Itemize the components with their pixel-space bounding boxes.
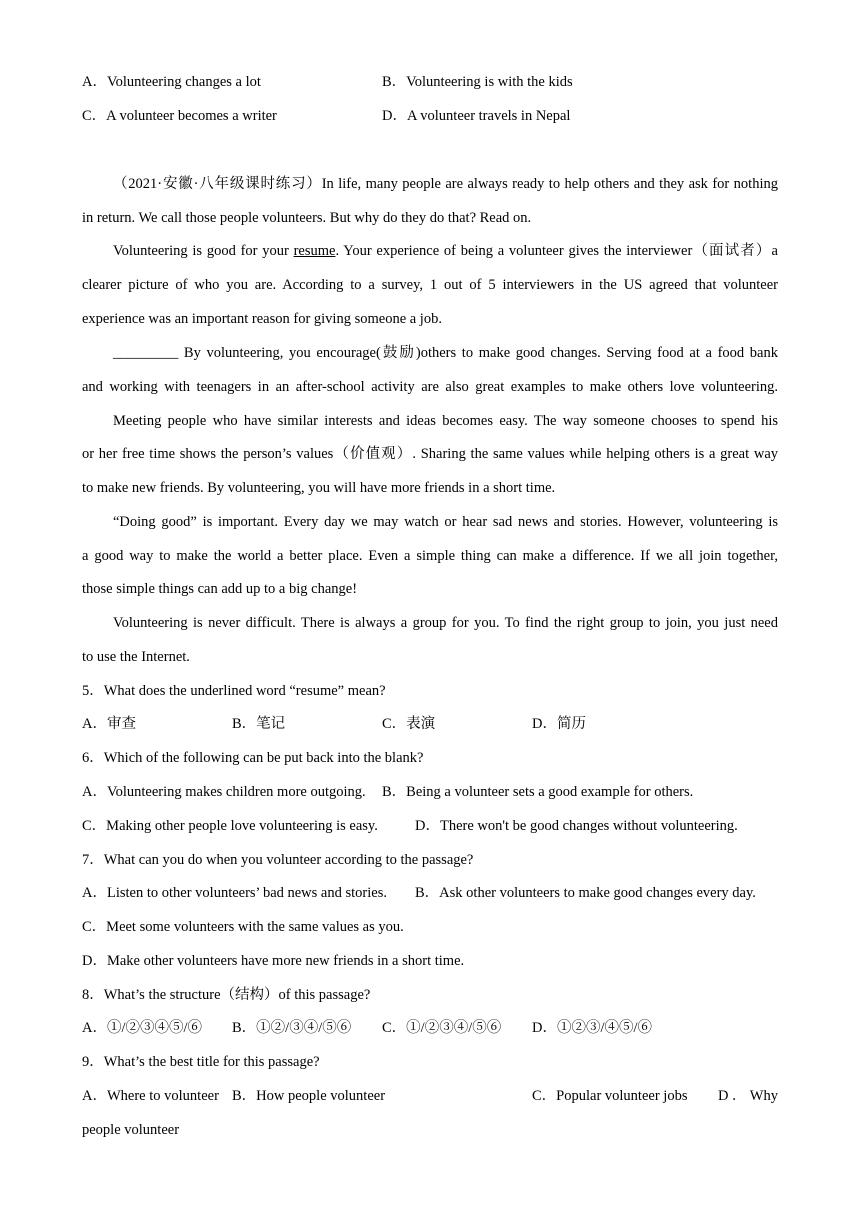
q8-option-a: A．①/②③④⑤/⑥ — [82, 1020, 203, 1036]
passage-line: those simple things can add up to a big change! — [82, 581, 358, 597]
q5-option-c: C．表演 — [382, 716, 436, 732]
q7-option-d: D．Make other volunteers have more new friends in a short time. — [82, 953, 465, 969]
q6-option-b: B．Being a volunteer sets a good example for others. — [382, 784, 694, 800]
q9-option-d-continued: people volunteer — [82, 1122, 180, 1138]
q4-option-d: D．A volunteer travels in Nepal — [382, 108, 571, 124]
passage-line: Volunteering is good for your resume. Your experience of being a volunteer gives the interviewer（面试者）a — [113, 243, 778, 259]
passage-line: in return. We call those people volunteers. But why do they do that? Read on. — [82, 210, 532, 226]
passage-line: experience was an important reason for giving someone a job. — [82, 311, 442, 327]
q9-option-a: A．Where to volunteer — [82, 1088, 219, 1104]
underlined-word-resume: resume — [293, 243, 336, 259]
q5-option-d: D．简历 — [532, 716, 586, 732]
passage-line: to use the Internet. — [82, 649, 190, 665]
q9-option-b: B．How people volunteer — [232, 1088, 386, 1104]
passage-line: “Doing good” is important. Every day we may watch or hear sad news and stories. However, volunteering is — [113, 514, 778, 530]
q4-option-a: A．Volunteering changes a lot — [82, 74, 261, 90]
q7-option-b: B．Ask other volunteers to make good changes every day. — [415, 885, 756, 901]
passage-line: and working with teenagers in an after-school activity are also great examples to make others love volunteering. — [82, 379, 778, 395]
question-8-stem: 8．What’s the structure（结构）of this passage? — [82, 987, 371, 1003]
q4-option-c: C．A volunteer becomes a writer — [82, 108, 277, 124]
q9-option-c: C．Popular volunteer jobs — [532, 1088, 688, 1104]
passage-line: Volunteering is never difficult. There is always a group for you. To find the right group to join, you just need — [113, 615, 778, 631]
passage-line: Meeting people who have similar interests and ideas becomes easy. The way someone chooses to spend his — [113, 413, 778, 429]
q5-option-b: B．笔记 — [232, 716, 286, 732]
passage-line: （2021·安徽·八年级课时练习）In life, many people are always ready to help others and they ask for nothing — [113, 176, 778, 192]
question-6-stem: 6．Which of the following can be put back into the blank? — [82, 750, 424, 766]
q6-option-a: A．Volunteering makes children more outgoing. — [82, 784, 366, 800]
question-7-stem: 7．What can you do when you volunteer according to the passage? — [82, 852, 474, 868]
q9-option-d: D．Why — [718, 1088, 778, 1104]
q8-option-c: C．①/②③④/⑤⑥ — [382, 1020, 502, 1036]
q4-option-b: B．Volunteering is with the kids — [382, 74, 573, 90]
question-9-stem: 9．What’s the best title for this passage? — [82, 1054, 320, 1070]
passage-line: a good way to make the world a better place. Even a simple thing can make a difference. If we all join together, — [82, 548, 778, 564]
q7-option-c: C．Meet some volunteers with the same values as you. — [82, 919, 404, 935]
q7-option-a: A．Listen to other volunteers’ bad news and stories. — [82, 885, 387, 901]
passage-line: to make new friends. By volunteering, you will have more friends in a short time. — [82, 480, 556, 496]
q6-option-c: C．Making other people love volunteering is easy. — [82, 818, 378, 834]
q8-option-d: D．①②③/④⑤/⑥ — [532, 1020, 653, 1036]
question-5-stem: 5．What does the underlined word “resume” mean? — [82, 683, 386, 699]
q6-option-d: D．There won't be good changes without volunteering. — [415, 818, 738, 834]
passage-line: or her free time shows the person’s values（价值观）. Sharing the same values while helping others is a great way — [82, 446, 778, 462]
q8-option-b: B．①②/③④/⑤⑥ — [232, 1020, 352, 1036]
q5-option-a: A．审查 — [82, 716, 136, 732]
passage-line: clearer picture of who you are. According to a survey, 1 out of 5 interviewers in the US agreed that volunteer — [82, 277, 778, 293]
passage-line-with-blank: _________ By volunteering, you encourage(鼓励)others to make good changes. Serving food at a food bank — [113, 345, 778, 361]
